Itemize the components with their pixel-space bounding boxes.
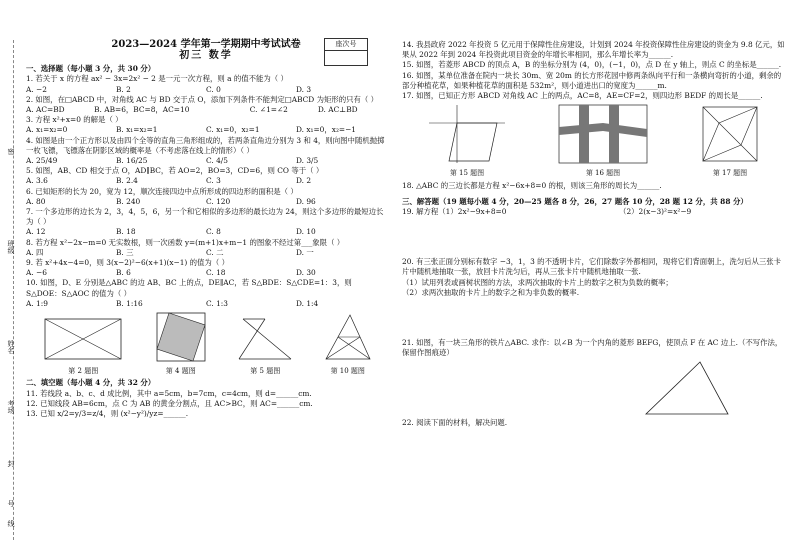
question-1: 1. 若关于 x 的方程 ax² − 3x=2x² − 2 是一元一次方程，则 a 的值不能为（ ） A. −2 B. 2 C. 0 D. 3 <box>26 74 312 94</box>
question-11: 11. 若线段 a、b、c、d 成比例，其中 a=5cm，b=7cm，c=4cm，则 d=______cm. <box>26 388 312 398</box>
figure-q15 <box>427 103 507 178</box>
question-19: 19. 解方程（1）2x²−9x+8=0 （2）2(x−3)²=x²−9 <box>402 207 692 217</box>
question-4: 4. 如图是由一个正方形以及由四个全等的直角三角形组成的，若两条直角边分别为 3 和 4，则向图中随机抛掷一枚飞镖，飞镖落在阴影区域的概率是（不考虑落在线上的情形）（ ） A. 25/49 B. 16/25 C. 4/5 D. 3/5 <box>26 135 385 166</box>
question-9: 9. 若 x²+4x−4=0，则 3(x−2)²−6(x+1)(x−1) 的值为（ ） A. −6 B. 6 C. 18 D. 30 <box>26 258 316 278</box>
figure-caption: 第 17 题图 <box>712 169 748 178</box>
seat-number-label: 座次号 <box>325 39 367 51</box>
section2-heading: 二、填空题（每小题 4 分，共 32 分） <box>26 378 156 388</box>
right-column <box>402 40 786 429</box>
binding-margin <box>4 40 22 540</box>
figure-caption: 第 4 题图 <box>165 367 196 376</box>
binding-label: 姓名 <box>7 340 15 354</box>
square-diagonal-diagram <box>699 103 761 165</box>
figure-q10 <box>324 313 372 376</box>
question-7: 7. 一个多边形的边长为 2，3，4，5，6，另一个和它相似的多边形的最长边为 24，则这个多边形的最短边长为（ ） A. 12 B. 18 C. 8 D. 10 <box>26 207 384 237</box>
section1-heading: 一、选择题（每小题 3 分，共 30 分） <box>26 64 156 74</box>
answer-space <box>402 298 786 338</box>
question-3: 3. 方程 x²+x=0 的解是（ ） A. x₁=x₂=0 B. x₁=x₂=1 C. x₁=0，x₂=1 D. x₁=0，x₂=−1 <box>26 115 356 135</box>
question-13: 13. 已知 x/2=y/3=z/4，则 (x²−y²)/yz=______. <box>26 409 189 419</box>
question-17: 17. 如图，已知正方形 ABCD 对角线 AC 上的两点，AC=8，AE=CF=2，则四边形 BEDF 的周长是______. <box>402 91 763 101</box>
binding-label: 考场 <box>7 400 15 414</box>
question-21: 21. 如图，有一块三角形的铁片△ABC. 求作：以∠B 为一个内角的菱形 BEFG，使顶点 F 在 AC 边上.（不写作法，保留作图痕迹） <box>402 338 783 358</box>
question-22: 22. 阅读下面的材料，解决问题. <box>402 418 508 428</box>
question-18: 18. △ABC 的三边长都是方程 x²−6x+8=0 的根，则该三角形的周长为______. <box>402 180 662 190</box>
figure-q2 <box>40 315 126 376</box>
binding-label: 密 <box>7 148 15 155</box>
triangle-diagram <box>324 313 372 363</box>
question-20-part-2: （2）求两次抽取的卡片上的数字之和为非负数的概率. <box>402 287 580 297</box>
figure-q17 <box>699 103 761 178</box>
square-diagram <box>155 311 207 363</box>
question-20-part-1: （1）试用列表或画树状图的方法，求两次抽取的卡片上的数字之积为负数的概率； <box>402 277 673 287</box>
figure-caption: 第 2 题图 <box>68 367 99 376</box>
exam-title: 2023—2024 学年第一学期期中考试试卷 <box>111 39 301 50</box>
figures-row-1 <box>26 311 386 376</box>
figure-caption: 第 5 题图 <box>250 367 281 376</box>
binding-label: 班级 <box>7 240 15 254</box>
question-16: 16. 如图，某单位准备在院内一块长 30m、宽 20m 的长方形花园中修两条纵向平行和一条横向弯折的小道，剩余的部分种植花草，如果种植花草的面积是 532m²，则小道进出口的宽度为______m. <box>402 70 782 90</box>
figure-q16 <box>557 103 649 178</box>
binding-label: 号 <box>7 500 15 507</box>
figures-row-2 <box>402 103 786 178</box>
figure-q5 <box>235 313 295 376</box>
binding-label: 封 <box>7 460 15 467</box>
section3-heading: 三、解答题（19 题每小题 4 分，20—25 题各 8 分，26，27 题各 10 分，28 题 12 分，共 88 分） <box>402 196 748 206</box>
question-21-figure <box>402 358 786 418</box>
coordinate-rhombus-diagram <box>427 103 507 165</box>
question-12: 12. 已知线段 AB=6cm，点 C 为 AB 的黄金分割点，且 AC>BC，则 AC=______cm. <box>26 398 313 408</box>
figure-caption: 第 16 题图 <box>585 169 621 178</box>
figure-caption: 第 10 题图 <box>330 367 365 376</box>
question-10: 10. 如图，D、E 分别是△ABC 的边 AB、BC 上的点，DE∥AC，若 S△BDE：S△CDE=1：3，则 S△DOE：S△AOC 的值为（ ） A. 1:9 B. 1:16 C. 1:3 D. 1:4 <box>26 278 352 308</box>
question-15: 15. 如图，若菱形 ABCD 的顶点 A，B 的坐标分别为 (4，0)，(−1，0)，点 D 在 y 轴上，则点 C 的坐标是______. <box>402 60 782 70</box>
question-5: 5. 如图，AB、CD 相交于点 O，AD∥BC，若 AO=2，BO=3，CD=6，则 CO 等于（ ） A. 3.6 B. 2.4 C. 3 D. 2 <box>26 166 324 186</box>
question-2: 2. 如图，在□ABCD 中，对角线 AC 与 BD 交于点 O，添加下列条件不能判定□ABCD 为矩形的只有（ ） A. AC=BD B. AB=6，BC=8，AC=10 C. ∠1=∠2 D. AC⊥BD <box>26 94 379 115</box>
binding-label: 线 <box>7 520 15 527</box>
garden-paths-diagram <box>557 103 649 165</box>
exam-subtitle: 初三 数学 <box>179 50 233 61</box>
question-8: 8. 若方程 x²−2x−m=0 无实数根，则一次函数 y=(m+1)x+m−1 的图象不经过第___象限（ ） A. 四 B. 三 C. 二 D. 一 <box>26 237 345 257</box>
crossing-lines-diagram <box>235 313 295 363</box>
answer-space <box>402 217 786 257</box>
question-14: 14. 我县政府 2022 年投资 5 亿元用于保障性住房建设，计划到 2024 年投资保障性住房建设的资金为 9.8 亿元，如果从 2022 年到 2024 年投资此项目资金的年增长率相同，那么年增长率为______. <box>402 40 785 60</box>
left-column <box>26 38 386 419</box>
rectangle-diagram <box>40 315 126 363</box>
figure-q4 <box>155 311 207 376</box>
question-6: 6. 已知矩形的长为 20，宽为 12，顺次连接四边中点所形成的四边形的面积是（ ） A. 80 B. 240 C. 120 D. 96 <box>26 186 316 206</box>
triangle-abc-diagram <box>642 360 732 418</box>
figure-caption: 第 15 题图 <box>449 169 485 178</box>
question-20: 20. 有三张正面分别标有数字 −3，1，3 的不透明卡片，它们除数字外都相同，现将它们背面朝上，洗匀后从三张卡片中随机地抽取一张，放回卡片洗匀后，再从三张卡片中随机地抽取一张. <box>402 257 782 277</box>
